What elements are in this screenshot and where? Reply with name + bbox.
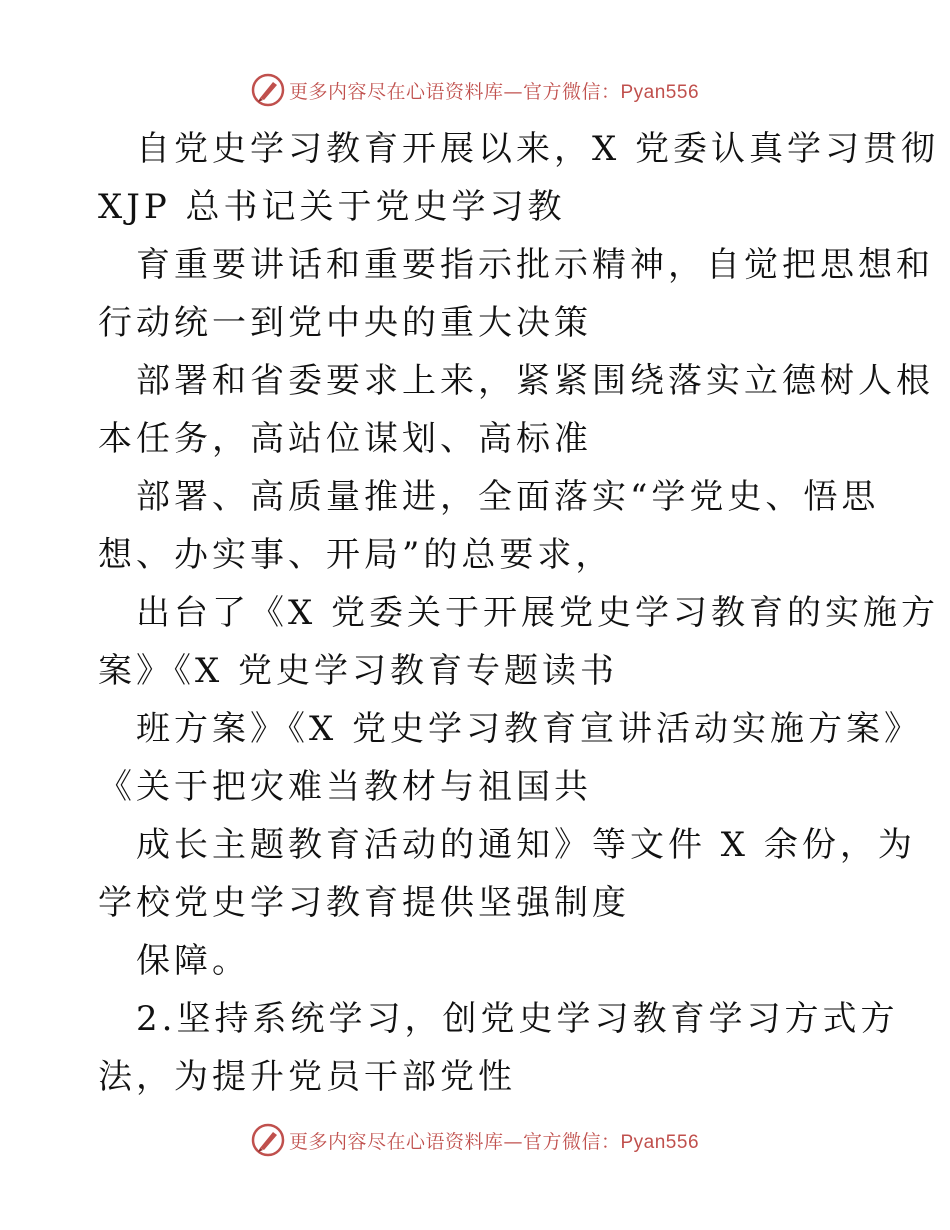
paragraph-2: 育重要讲话和重要指示批示精神，自觉把思想和 行动统一到党中央的重大决策 xyxy=(98,245,934,343)
paragraph-9: 2.坚持系统学习，创党史学习教育学习方式方 法，为提升党员干部党性 xyxy=(98,999,899,1097)
paragraph-4: 部署、高质量推进，全面落实“学党史、悟思 想、办实事、开局”的总要求， xyxy=(98,477,880,575)
footer-watermark xyxy=(0,1120,950,1160)
pen-logo-icon xyxy=(251,73,285,107)
paragraph-1: 自党史学习教育开展以来，X 党委认真学习贯彻 XJP 总书记关于党史学习教 xyxy=(98,129,940,227)
paragraph-8: 保障。 xyxy=(136,941,250,981)
paragraph-3: 部署和省委要求上来，紧紧围绕落实立德树人根 本任务，高站位谋划、高标准 xyxy=(98,361,934,459)
paragraph-6: 班方案》《X 党史学习教育宣讲活动实施方案》 《关于把灾难当教材与祖国共 xyxy=(98,709,923,807)
paragraph-7: 成长主题教育活动的通知》等文件 X 余份，为 学校党史学习教育提供坚强制度 xyxy=(98,825,916,923)
pen-logo-icon xyxy=(251,1123,285,1157)
document-body xyxy=(98,120,940,1106)
watermark-text: 更多内容尽在心语资料库—官方微信：Pyan556 xyxy=(288,80,700,103)
paragraph-5: 出台了《X 党委关于开展党史学习教育的实施方 案》《X 党史学习教育专题读书 xyxy=(98,593,940,691)
header-watermark xyxy=(0,70,950,110)
watermark-text: 更多内容尽在心语资料库—官方微信：Pyan556 xyxy=(288,1130,700,1153)
